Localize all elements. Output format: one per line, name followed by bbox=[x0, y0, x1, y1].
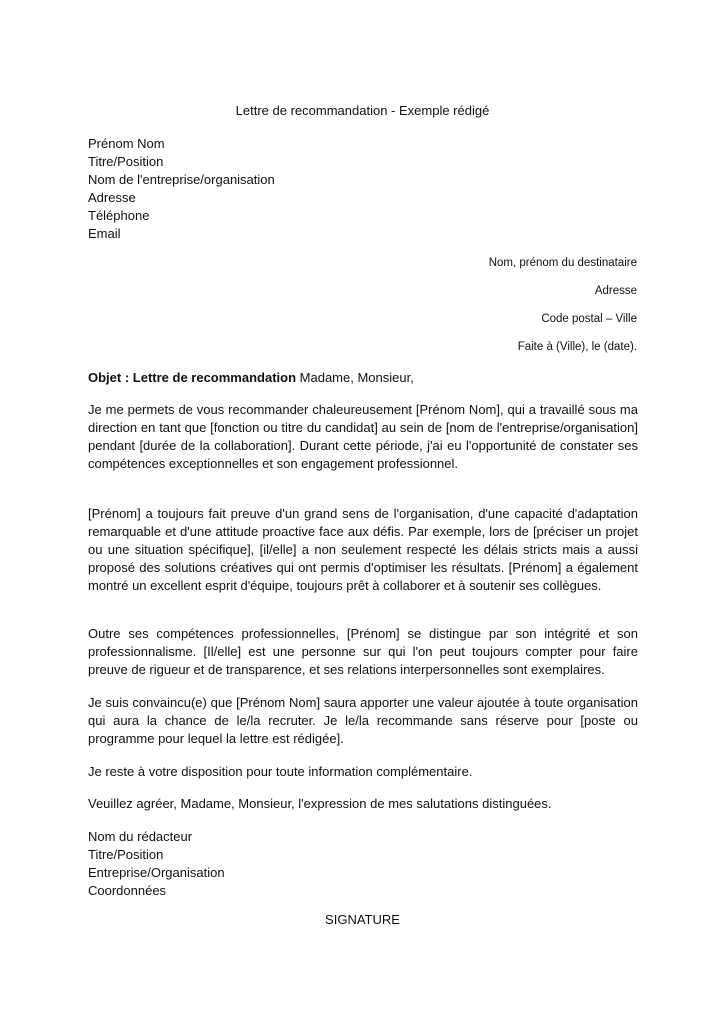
subject-line bbox=[88, 369, 638, 387]
paragraph-text: Je reste à votre disposition pour toute information complémentaire. bbox=[88, 764, 473, 779]
author-contact: Coordonnées bbox=[88, 883, 167, 898]
recipient-block bbox=[307, 256, 637, 368]
paragraph-text: [Prénom] a toujours fait preuve d'un grand sens de l'organisation, d'une capacité d'adaptation remarquable et d'une attitude proactive face aux défis. Par exemple, lors de [préciser un projet ou une situation spécifique], [il/elle] a non seulement respecté les délais stricts mais a aussi proposé des solutions créatives qui ont permis d'optimiser les résultats. [Prénom] a également montré un excellent esprit d'équipe, toujours prêt à collaborer et à soutenir ses collègues. bbox=[88, 506, 638, 593]
sender-position: Titre/Position bbox=[88, 154, 164, 169]
sender-phone: Téléphone bbox=[88, 208, 150, 223]
paragraph-text: Outre ses compétences professionnelles, [Prénom] se distingue par son intégrité et son professionnalisme. [Il/elle] est une personne sur qui l'on peut toujours compter pour faire preuve de rigueur et de transparence, et ses relations interpersonnelles sont exemplaires. bbox=[88, 626, 638, 677]
recipient-postal: Code postal – Ville bbox=[541, 313, 637, 325]
paragraph bbox=[88, 401, 638, 473]
sender-name: Prénom Nom bbox=[88, 136, 165, 151]
recipient-address: Adresse bbox=[594, 285, 637, 297]
recipient-place-date: Faite à (Ville), le (date). bbox=[517, 341, 637, 353]
paragraph bbox=[88, 625, 638, 679]
paragraph bbox=[88, 694, 638, 748]
signature: SIGNATURE bbox=[325, 912, 400, 927]
paragraph bbox=[88, 795, 638, 813]
subject-label: Objet : Lettre de recommandation bbox=[88, 370, 297, 385]
author-company: Entreprise/Organisation bbox=[88, 865, 225, 880]
sender-address: Adresse bbox=[88, 190, 136, 205]
author-name: Nom du rédacteur bbox=[88, 829, 193, 844]
author-position: Titre/Position bbox=[88, 847, 164, 862]
recipient-name: Nom, prénom du destinataire bbox=[488, 257, 637, 269]
document-title: Lettre de recommandation - Exemple rédigé bbox=[235, 103, 490, 118]
sender-company: Nom de l'entreprise/organisation bbox=[88, 172, 275, 187]
sender-block bbox=[88, 135, 275, 243]
sender-email: Email bbox=[88, 226, 121, 241]
paragraph-text: Veuillez agréer, Madame, Monsieur, l'expression de mes salutations distinguées. bbox=[88, 796, 552, 811]
closing-block bbox=[88, 828, 225, 900]
salutation: Madame, Monsieur, bbox=[296, 370, 414, 385]
paragraph bbox=[88, 763, 638, 781]
paragraph-text: Je me permets de vous recommander chaleureusement [Prénom Nom], qui a travaillé sous ma direction en tant que [fonction ou titre du candidat] au sein de [nom de l'entreprise/organisation] pendant [durée de la collaboration]. Durant cette période, j'ai eu l'opportunité de constater ses compétences exceptionnelles et son engagement professionnel. bbox=[88, 402, 638, 471]
paragraph-text: Je suis convaincu(e) que [Prénom Nom] saura apporter une valeur ajoutée à toute organisation qui aura la chance de le/la recruter. Je le/la recommande sans réserve pour [poste ou programme pour lequel la lettre est rédigée]. bbox=[88, 695, 638, 746]
paragraph bbox=[88, 505, 638, 595]
